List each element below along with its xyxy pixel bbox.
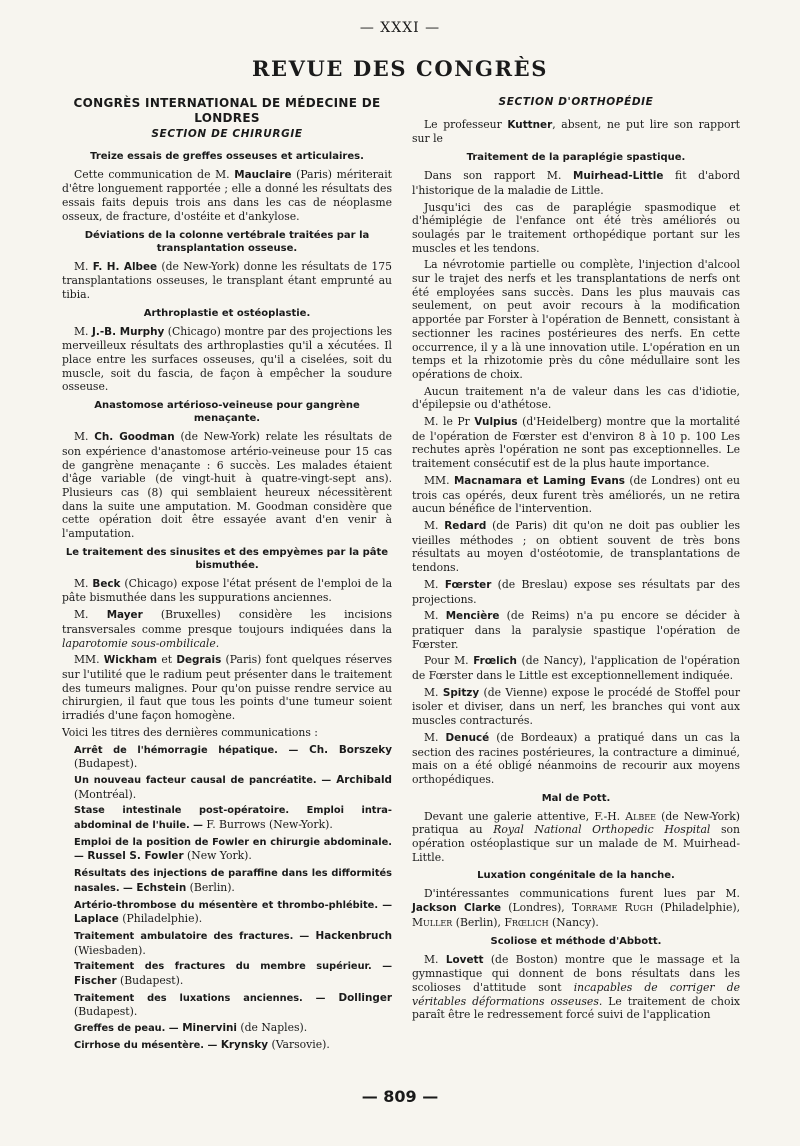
author-name: F. H. Albee [92,260,158,273]
article-title: Scoliose et méthode d'Abbott. [490,935,662,947]
author-name: Macnamara et Laming Evans [453,474,625,487]
author-name: Wickham [103,654,158,667]
paragraph: M. Redard (de Paris) dit qu'on ne doit pas oublier les vieilles méthodes ; on obtient souvent de très bons résultats au moyen d'ostéotomie, de transplantations de tendons. [412,518,740,575]
paragraph: Pour M. Frœlich (de Nancy), l'application de l'opération de Fœrster dans le Little est exceptionnellement indiquée. [412,654,740,683]
article-title: Déviations de la colonne vertébrale traitées par la transplantation osseuse. [84,229,370,254]
list-item: Traitement ambulatoire des fractures. — Hackenbruch (Wiesbaden). [74,929,392,957]
page-number: — 809 — [361,1087,439,1106]
author-name: Beck [92,577,121,590]
article-title: Anastomose artérioso-veineuse pour gangrène menaçante. [94,400,360,425]
author-name: Jackson Clarke [412,902,502,915]
folio-header: — XXXI — [359,20,441,36]
section-heading-orthopedie: SECTION D'ORTHOPÉDIE [498,96,654,108]
paragraph: Dans son rapport M. Muirhead-Little fit d'abord l'historique de la maladie de Little. [412,169,740,197]
paragraph: M. Denucé (de Bordeaux) a pratiqué dans un cas la section des racines postérieures, la contracture a diminué, mais on a été obligé néanmoins de recourir aux moyens orthopédiques. [412,730,741,786]
list-item: Stase intestinale post-opératoire. Emploi intra-abdominal de l'huile. — F. Burrows (New-York). [74,805,392,832]
article-title: Mal de Pott. [541,792,611,804]
paragraph: MM. Macnamara et Laming Evans (de Londres) ont eu trois cas opérés, deux furent très améliorés, un ne retira aucun bénéfice de l'intervention. [412,473,740,516]
list-item: Résultats des injections de paraffine dans les difformités nasales. — Echstein (Berlin). [74,868,392,894]
list-item: Emploi de la position de Fowler en chirurgie abdominale. — Russel S. Fowler (New York). [74,836,392,863]
paragraph: M. J.-B. Murphy (Chicago) montre par des projections les merveilleux résultats des arthroplasties qu'il a xécutées. Il place entre les surfaces osseuses, qu'il a ciselées, soit du muscle, soit du fascia, de façon à empêcher la soudure osseuse. [62,324,392,394]
paragraph: M. F. H. Albee (de New-York) donne les résultats de 175 transplantations osseuses, le transplant étant emprunté au tibia. [62,259,393,301]
list-item: Traitement des fractures du membre supérieur. — Fischer (Budapest). [74,961,392,988]
author-name: J.-B. Murphy [92,325,165,338]
section-heading-chirurgie: SECTION DE CHIRURGIE [151,128,303,140]
paragraph: MM. Wickham et Degrais (Paris) font quelques réserves sur l'utilité que le radium peut présenter dans le traitement des tumeurs malignes. Pour qu'on puisse rendre service au chirurgien, il faut que tous les points d'une tumeur soient irradiés d'une façon homogène. [62,653,392,723]
paragraph: Voici les titres des dernières communications : [62,725,318,739]
paragraph: D'intéressantes communications furent lues par M. Jackson Clarke (Londres), Torrame Rugh (Philadelphie), Muller (Berlin), Frœlich (Nancy). [412,887,740,929]
author-name: Vulpius [474,416,518,429]
article-title: Luxation congénitale de la hanche. [477,870,675,882]
list-item: Greffes de peau. — Minervini (de Naples). [74,1021,308,1035]
right-column [412,96,740,1025]
list-item: Cirrhose du mésentère. — Krynsky (Varsovie). [74,1037,330,1051]
paragraph: M. Mayer (Bruxelles) considère les incisions transversales comme presque toujours indiquées dans la laparotomie sous-ombilicale. [62,608,392,650]
paragraph: M. Ch. Goodman (de New-York) relate les résultats de son expérience d'anastomose artério-veineuse pour 15 cas de gangrène menaçante : 6 succès. Les malades étaient d'âge variable (de vingt-huit à quatre-vingt-sept ans). Plusieurs cas (8) qui semblaient heureux nécessitèrent dans la suite une amputation. M. Goodman considère que cette opération doit être essayée avant d'en venir à l'amputation. [62,430,392,541]
paragraph: M. Fœrster (de Breslau) expose ses résultats par des projections. [412,577,741,606]
author-name: Degrais [176,654,222,667]
list-item: Arrêt de l'hémorragie hépatique. — Ch. Borszeky (Budapest). [74,743,392,771]
paragraph: Devant une galerie attentive, F.-H. Albee (de New-York) pratiqua au Royal National Orthopedic Hospital son opération ostéoplastique sur un malade de M. Muirhead-Little. [412,809,740,864]
paragraph: Aucun traitement n'a de valeur dans les cas d'idiotie, d'épilepsie ou d'athétose. [412,384,740,412]
article-title: Le traitement des sinusites et des empyèmes par la pâte bismuthée. [65,546,389,571]
paragraph: M. Spitzy (de Vienne) expose le procédé de Stoffel pour isoler et diviser, dans un nerf, les branches qui vont aux muscles contracturés. [412,685,740,728]
communication-titles-list [62,743,392,1053]
author-name: Lovett [445,953,484,966]
page-title: REVUE DES CONGRÈS [251,56,549,81]
article-title: Treize essais de greffes osseuses et articulaires. [90,150,364,162]
author-name: Mauclaire [234,168,292,181]
list-item: Un nouveau facteur causal de pancréatite. — Archibald (Montréal). [74,773,392,801]
paragraph: Le professeur Kuttner, absent, ne put lire son rapport sur le [412,117,740,146]
author-name: Redard [444,519,487,532]
article-title: Traitement de la paraplégie spastique. [466,152,686,164]
author-name: Denucé [445,731,490,744]
author-name: Frœlich [473,655,517,668]
author-name: Spitzy [442,686,480,699]
congress-heading: CONGRÈS INTERNATIONAL DE MÉDECINE DE LONDRES [73,96,381,125]
paragraph: Cette communication de M. Mauclaire (Paris) mériterait d'être longuement rapportée ; elle a donné les résultats des essais faits depuis trois ans dans les cas de néoplasme osseux, de fracture, d'ostéite et d'ankylose. [62,167,392,223]
list-item: Traitement des luxations anciennes. — Dollinger (Budapest). [74,991,392,1019]
paragraph: La névrotomie partielle ou complète, l'injection d'alcool sur le trajet des nerfs et les transplantations de nerfs ont été employées sans succès. Dans les plus mauvais cas seulement, on peut avoir recours à la modification apportée par Forster à l'opération de Bennett, consistant à sectionner les racines postérieures des nerfs. En cette occurrence, il y a là une innovation utile. L'opération en un temps et la rhizotomie près du cône médullaire sont les opérations de choix. [412,258,740,381]
list-item: Artério-thrombose du mésentère et thrombo-phlébite. — Laplace (Philadelphie). [74,899,392,926]
paragraph: M. Mencière (de Reims) n'a pu encore se décider à pratiquer dans la paralysie spastique l'opération de Fœrster. [412,609,741,651]
paragraph: Jusqu'ici des cas de paraplégie spasmodique et d'hémiplégie de l'enfance ont été très améliorés ou soulagés par le traitement orthopédique portant sur les muscles et les tendons. [412,200,740,255]
author-name: Kuttner [507,118,553,131]
article-title: Arthroplastie et ostéoplastie. [143,307,311,319]
author-name: Ch. Goodman [94,431,175,444]
paragraph: M. Lovett (de Boston) montre que le massage et la gymnastique qui donnent de bons résultats dans les scolioses d'attitude sont incapables de corriger de véritables déformations osseuses. Le traitement de choix paraît être le redressement forcé suivi de l'application [412,952,741,1022]
author-name: Muirhead-Little [573,170,664,183]
author-name: Mencière [445,610,500,623]
paragraph: M. Beck (Chicago) expose l'état présent de l'emploi de la pâte bismuthée dans les suppurations anciennes. [62,576,393,605]
left-column [62,96,392,1055]
author-name: Mayer [106,609,143,622]
author-name: Fœrster [444,578,492,591]
paragraph: M. le Pr Vulpius (d'Heidelberg) montre que la mortalité de l'opération de Fœrster est d'environ 8 à 10 p. 100 Les rechutes après l'opération ne sont pas exceptionnelles. Le traitement consécutif est de la plus haute importance. [412,415,740,471]
